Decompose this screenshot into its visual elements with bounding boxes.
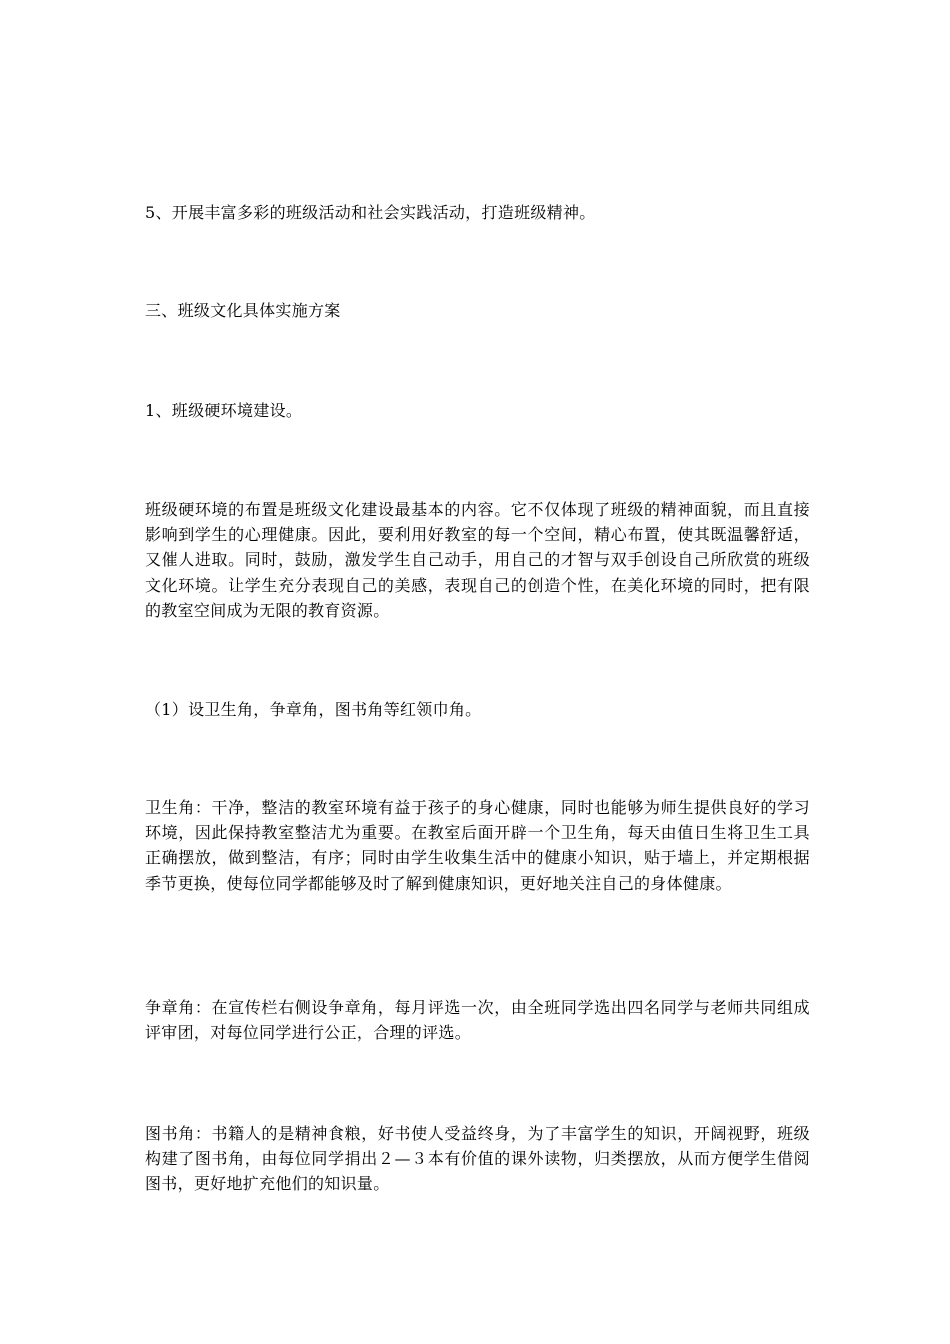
body-paragraph-badge-corner: 争章角：在宣传栏右侧设争章角，每月评选一次，由全班同学选出四名同学与老师共同组成评审团，对每位同学进行公正，合理的评选。 (145, 998, 810, 1043)
item-heading-1: （1）设卫生角，争章角，图书角等红领巾角。 (145, 700, 482, 719)
subsection-heading-1: 1、班级硬环境建设。 (145, 401, 303, 420)
body-paragraph-hygiene-corner: 卫生角：干净，整洁的教室环境有益于孩子的身心健康，同时也能够为师生提供良好的学习环境，因此保持教室整洁尤为重要。在教室后面开辟一个卫生角，每天由值日生将卫生工具正确摆放，做到整洁，有序；同时由学生收集生活中的健康小知识，贴于墙上，并定期根据季节更换，使每位同学都能够及时了解到健康知识，更好地关注自己的身体健康。 (145, 798, 810, 893)
body-paragraph-hard-environment: 班级硬环境的布置是班级文化建设最基本的内容。它不仅体现了班级的精神面貌，而且直接影响到学生的心理健康。因此，要利用好教室的每一个空间，精心布置，使其既温馨舒适，又催人进取。同时，鼓励，激发学生自己动手，用自己的才智与双手创设自己所欣赏的班级文化环境。让学生充分表现自己的美感，表现自己的创造个性，在美化环境的同时，把有限的教室空间成为无限的教育资源。 (145, 500, 810, 620)
body-paragraph-book-corner: 图书角：书籍人的是精神食粮，好书使人受益终身，为了丰富学生的知识，开阔视野，班级构建了图书角，由每位同学捐出２—３本有价值的课外读物，归类摆放，从而方便学生借阅图书，更好地扩充他们的知识量。 (145, 1124, 810, 1194)
list-item-5: 5、开展丰富多彩的班级活动和社会实践活动，打造班级精神。 (145, 203, 596, 222)
section-heading-3: 三、班级文化具体实施方案 (145, 301, 341, 320)
